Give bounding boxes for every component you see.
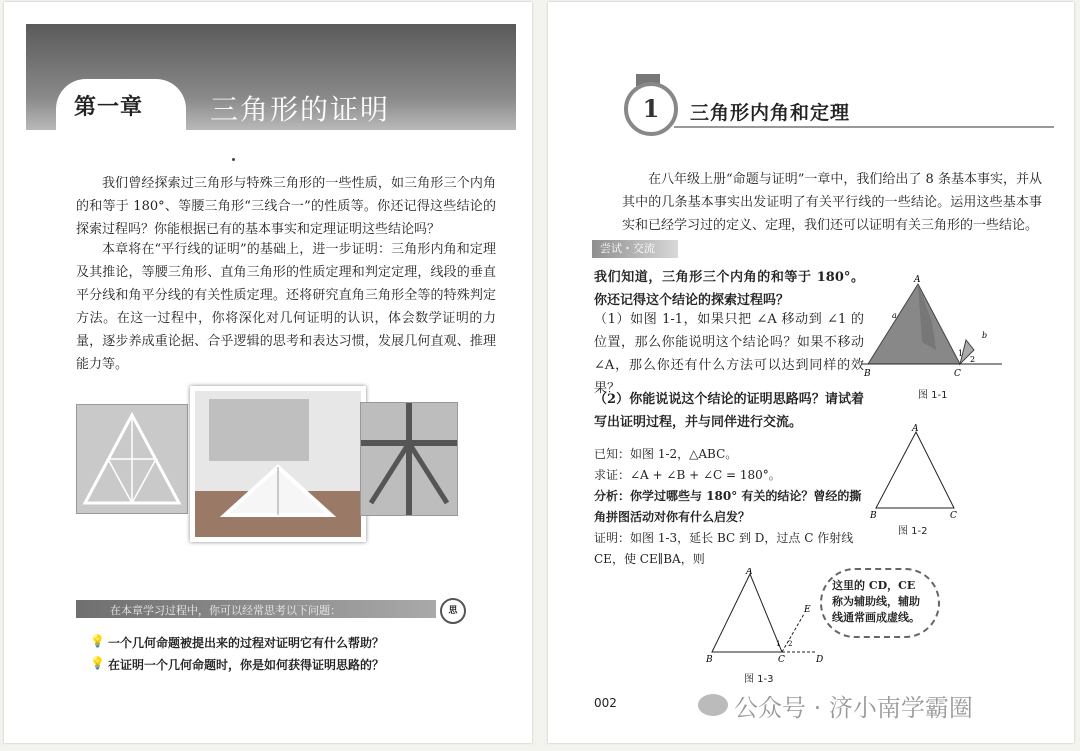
photo-roof-gable bbox=[190, 386, 366, 542]
given-statement: 已知：如图 1-2，△ABC。 bbox=[594, 447, 738, 461]
question-main: 我们知道，三角形三个内角的和等于 180°。你还记得这个结论的探索过程吗？ bbox=[594, 270, 864, 308]
section-title-underline bbox=[674, 126, 1054, 128]
svg-text:2: 2 bbox=[970, 355, 976, 364]
figure-1-1-caption: 图 1-1 bbox=[918, 390, 948, 401]
svg-text:E: E bbox=[804, 605, 811, 615]
question-1: （1）如图 1-1，如果只把 ∠A 移动到 ∠1 的位置，那么你能说明这个结论吗？如果不移动 ∠A，那么你还有什么方法可以达到同样的效果？ bbox=[594, 312, 864, 396]
chapter-label: 第一章 bbox=[74, 94, 144, 120]
proof-statement: 证明：如图 1-3，延长 BC 到 D，过点 C 作射线 CE，使 CE∥BA，则 bbox=[594, 531, 854, 566]
triangle-frame-graphic bbox=[77, 405, 187, 513]
svg-text:B: B bbox=[706, 655, 713, 665]
lightbulb-icon: 💡 bbox=[90, 634, 105, 648]
figure-1-2 bbox=[870, 424, 960, 520]
figure-1-3 bbox=[706, 568, 830, 666]
figure-1-1 bbox=[862, 272, 1012, 382]
svg-text:A: A bbox=[914, 275, 921, 285]
chapter-question-2: 在证明一个几何命题时，你是如何获得证明思路的？ bbox=[108, 658, 385, 672]
roof-graphic bbox=[195, 391, 361, 537]
question-2: （2）你能说说这个结论的证明思路吗？请试着写出证明过程，并与同伴进行交流。 bbox=[594, 392, 864, 430]
section-intro: 在八年级上册“命题与证明”一章中，我们给出了 8 条基本事实，并从其中的几条基本事实出发证明了有关平行线的一些结论。运用这些基本事实和已经学习过的定义、定理，我们还可以证明有关三角形的一些结论。 bbox=[622, 172, 1042, 233]
svg-text:1: 1 bbox=[958, 349, 964, 358]
intro-paragraph-1: 我们曾经探索过三角形与特殊三角形的一些性质，如三角形三个内角的和等于 180°、等腰三角形“三线合一”的性质等。你还记得这些结论的探索过程吗？你能根据已有的基本事实和定理证明这些结论吗？ bbox=[76, 176, 496, 237]
svg-text:C: C bbox=[954, 369, 961, 379]
truss-graphic bbox=[361, 403, 457, 515]
left-page bbox=[4, 2, 532, 743]
prove-statement: 求证：∠A + ∠B + ∠C = 180°。 bbox=[594, 468, 781, 482]
svg-text:1: 1 bbox=[776, 640, 781, 648]
svg-text:C: C bbox=[950, 511, 957, 520]
svg-text:A: A bbox=[746, 568, 753, 577]
think-badge-icon: 思 bbox=[440, 598, 466, 624]
figure-1-2-caption: 图 1-2 bbox=[898, 526, 928, 537]
chapter-title: 三角形的证明 bbox=[210, 93, 391, 126]
right-page bbox=[548, 2, 1074, 743]
analysis-statement: 分析：你学过哪些与 180° 有关的结论？曾经的撕角拼图活动对你有什么启发？ bbox=[594, 489, 862, 524]
lightbulb-icon: 💡 bbox=[90, 656, 105, 670]
svg-text:C: C bbox=[778, 655, 785, 665]
svg-text:A: A bbox=[912, 424, 919, 434]
svg-text:B: B bbox=[870, 511, 877, 520]
svg-text:a: a bbox=[892, 311, 897, 320]
section-number-badge: 1 bbox=[624, 82, 678, 136]
photo-triangle-frame bbox=[76, 404, 188, 514]
svg-text:B: B bbox=[864, 369, 871, 379]
intro-paragraph-2: 本章将在“平行线的证明”的基础上，进一步证明：三角形内角和定理及其推论，等腰三角形、直角三角形的性质定理和判定定理，线段的垂直平分线和角平分线的有关性质定理。还将研究直角三角形全等的特殊判定方法。在这一过程中，你将深化对几何证明的认识，体会数学证明的力量，逐步养成重论据、合乎逻辑的思考和表达习惯，发展几何直观、推理能力等。 bbox=[76, 242, 496, 372]
wechat-icon bbox=[698, 694, 728, 716]
section-title: 三角形内角和定理 bbox=[690, 102, 851, 124]
svg-text:b: b bbox=[982, 331, 988, 340]
svg-text:D: D bbox=[816, 655, 824, 665]
question-band-text: 在本章学习过程中，你可以经常思考以下问题： bbox=[110, 604, 341, 617]
watermark: 公众号 · 济小南学霸圈 bbox=[734, 694, 973, 722]
try-communicate-tag: 尝试・交流 bbox=[592, 240, 678, 258]
page-number: 002 bbox=[594, 696, 617, 710]
photo-timber-truss bbox=[360, 402, 458, 516]
auxiliary-line-note: 这里的 CD，CE 称为辅助线，辅助线通常画成虚线。 bbox=[820, 568, 940, 638]
chapter-question-1: 一个几何命题被提出来的过程对证明它有什么帮助？ bbox=[108, 636, 385, 650]
figure-1-3-caption: 图 1-3 bbox=[744, 674, 774, 685]
dot-mark bbox=[232, 158, 235, 161]
svg-text:2: 2 bbox=[788, 640, 793, 648]
